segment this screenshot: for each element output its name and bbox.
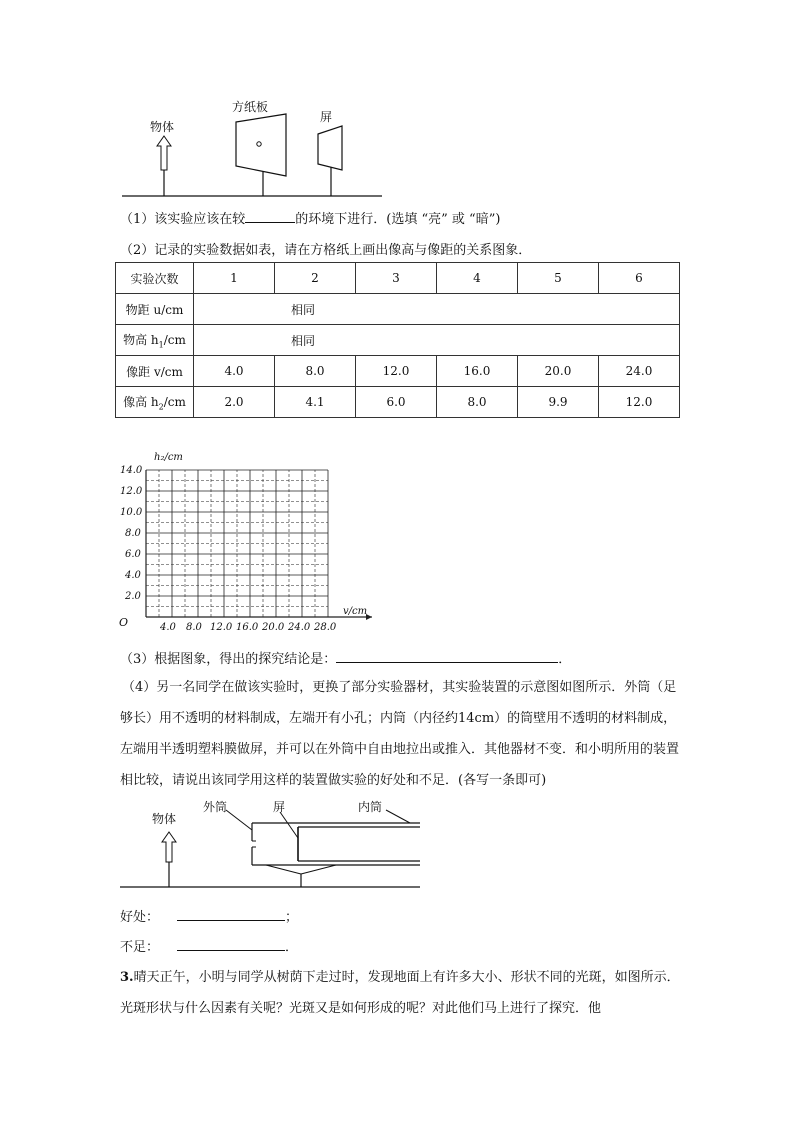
- h2-value: 6.0: [356, 387, 437, 418]
- graph-grid[interactable]: [112, 450, 382, 640]
- advantage-label: 好处：: [120, 910, 160, 925]
- question-2: （2）记录的实验数据如表，请在方格纸上画出像高与像距的关系图象．: [120, 243, 532, 258]
- screen-label: 屏: [320, 110, 333, 124]
- y-tick-label: 10.0: [120, 507, 143, 518]
- question-4: （4）另一名同学在做该实验时，更换了部分实验器材，其实验装置的示意图如图所示．外筒（足够长）用不透明的材料制成，左端开有小孔；内筒（内径约14cm）的筒壁用不透明的材料制成，左端用半透明塑料膜做屏，并可以在外筒中自由地拉出或推入．其他器材不变．和小明所用的装置相比较，请说出该同学用这样的装置做实验的好处和不足．(各写一条即可): [120, 680, 680, 788]
- tube-screen-label: 屏: [273, 800, 286, 814]
- table-col-2: 2: [275, 263, 356, 294]
- advantage-line: [120, 906, 298, 925]
- y-tick-label: 14.0: [120, 465, 143, 476]
- y-tick-label: 6.0: [125, 549, 141, 560]
- table-col-5: 5: [518, 263, 599, 294]
- question-1: [120, 208, 500, 227]
- question-3-suffix: ．: [558, 652, 572, 667]
- advantage-blank[interactable]: [177, 907, 285, 921]
- table-row: [116, 387, 680, 418]
- table-col-4: 4: [437, 263, 518, 294]
- table-col-1: 1: [194, 263, 275, 294]
- question-1-prefix: （1）该实验应该在较: [120, 212, 246, 227]
- v-value: 20.0: [518, 356, 599, 387]
- inner-tube-label: 内筒: [358, 800, 383, 814]
- h2-label: 像高 $h_2/cm$: [116, 387, 194, 418]
- x-tick-label: 28.0: [314, 622, 337, 633]
- v-value: 24.0: [599, 356, 680, 387]
- figure-tube-setup: [118, 796, 428, 892]
- problem-3: [120, 962, 685, 1024]
- v-value: 16.0: [437, 356, 518, 387]
- object-label: 物体: [150, 120, 175, 134]
- data-table: [115, 262, 680, 418]
- h2-value: 9.9: [518, 387, 599, 418]
- table-row: [116, 356, 680, 387]
- x-tick-label: 20.0: [262, 622, 285, 633]
- y-tick-label: 12.0: [120, 486, 143, 497]
- outer-tube-label: 外筒: [203, 800, 228, 814]
- h1-value: 相同: [194, 325, 680, 356]
- graph-area: [112, 450, 382, 640]
- x-tick-label: 12.0: [210, 622, 233, 633]
- h2-value: 12.0: [599, 387, 680, 418]
- question-3: [120, 648, 571, 667]
- board-label: 方纸板: [232, 100, 269, 114]
- v-value: 4.0: [194, 356, 275, 387]
- x-tick-label: 24.0: [288, 622, 311, 633]
- y-tick-label: 4.0: [125, 570, 141, 581]
- problem-3-text: 晴天正午，小明与同学从树荫下走过时，发现地面上有许多大小、形状不同的光斑，如图所示．光斑形状与什么因素有关呢？光斑又是如何形成的呢？对此他们马上进行了探究．他: [120, 970, 680, 1016]
- origin-label: O: [119, 616, 129, 629]
- table-col-3: 3: [356, 263, 437, 294]
- disadvantage-line: [120, 936, 298, 955]
- table-col-6: 6: [599, 263, 680, 294]
- table-row: [116, 263, 680, 294]
- y-tick-label: 8.0: [125, 528, 141, 539]
- v-value: 12.0: [356, 356, 437, 387]
- tube-object-label: 物体: [152, 812, 177, 826]
- table-header-label: 实验次数: [116, 263, 194, 294]
- u-label: 物距 u/cm: [116, 294, 194, 325]
- x-tick-label: 16.0: [236, 622, 259, 633]
- h2-value: 2.0: [194, 387, 275, 418]
- y-axis-label: h₂/cm: [154, 452, 183, 463]
- question-1-blank[interactable]: [245, 209, 295, 223]
- table-row: [116, 294, 680, 325]
- disadvantage-suffix: ．: [285, 940, 299, 955]
- disadvantage-blank[interactable]: [177, 937, 285, 951]
- u-value: 相同: [194, 294, 680, 325]
- v-value: 8.0: [275, 356, 356, 387]
- question-3-blank[interactable]: [336, 649, 558, 663]
- x-tick-label: 8.0: [186, 622, 202, 633]
- x-tick-label: 4.0: [160, 622, 176, 633]
- v-label: 像距 v/cm: [116, 356, 194, 387]
- question-1-suffix: 的环境下进行．(选填 “亮” 或 “暗”): [295, 212, 501, 227]
- y-tick-label: 2.0: [125, 591, 141, 602]
- problem-3-number: 3.: [120, 970, 134, 985]
- h1-label: 物高 $h_1/cm$: [116, 325, 194, 356]
- disadvantage-label: 不足：: [120, 940, 160, 955]
- table-row: [116, 325, 680, 356]
- h2-value: 4.1: [275, 387, 356, 418]
- h2-value: 8.0: [437, 387, 518, 418]
- figure-pinhole-setup: [120, 92, 390, 202]
- x-axis-label: v/cm: [343, 606, 368, 617]
- question-3-prefix: （3）根据图象，得出的探究结论是：: [120, 652, 337, 667]
- advantage-suffix: ；: [285, 910, 299, 925]
